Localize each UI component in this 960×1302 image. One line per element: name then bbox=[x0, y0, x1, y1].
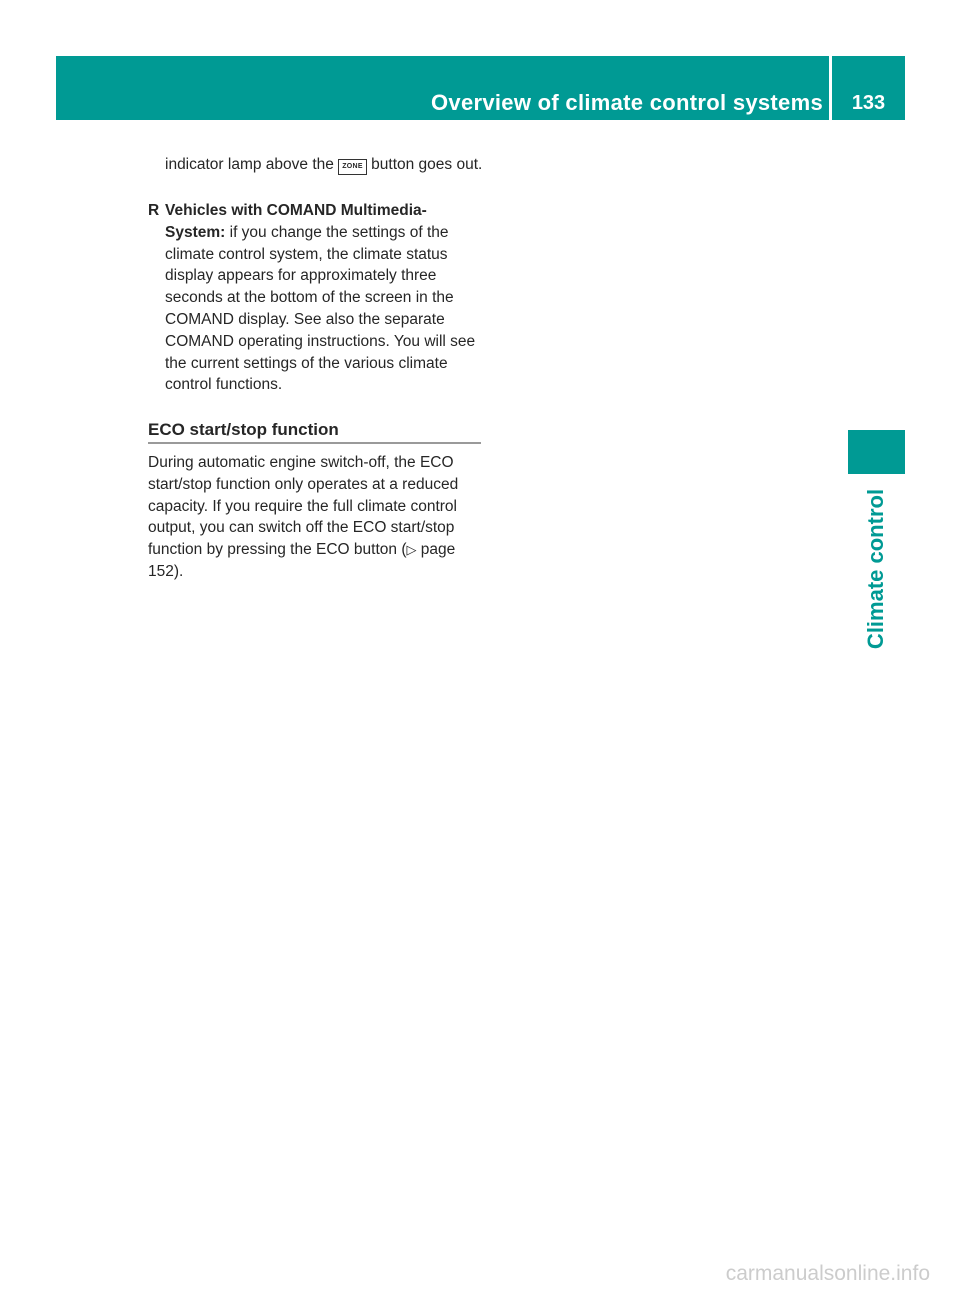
page-reference-arrow-icon: ▷ bbox=[406, 542, 417, 558]
section-paragraph bbox=[148, 452, 483, 583]
side-tab-label bbox=[848, 474, 905, 664]
running-header-title: Overview of climate control systems bbox=[431, 90, 823, 115]
bullet-text: if you change the settings of the climate control system, the climate status display appears for approximately three seconds at the bottom of the screen in the COMAND display. See also the separate COMAND operating instructions. You will see the current settings of the various climate control functions. bbox=[165, 223, 476, 394]
watermark: carmanualsonline.info bbox=[725, 1262, 930, 1285]
section-text-before: During automatic engine switch-off, the ECO start/stop function only operates at a reduced capacity. If you require the full climate control output, you can switch off the ECO start/stop function by pressing the ECO button ( bbox=[148, 454, 459, 559]
bullet-body bbox=[165, 200, 483, 396]
bullet-bold-lead: Vehicles with COMAND Multimedia-System: bbox=[165, 202, 427, 241]
continuation-text-before: indicator lamp above the bbox=[165, 156, 339, 173]
zone-button-icon: ZONE bbox=[338, 159, 367, 175]
side-tab-marker bbox=[848, 430, 905, 474]
section-text-after: page 152). bbox=[148, 541, 456, 580]
continuation-paragraph bbox=[148, 154, 483, 176]
continuation-text-after: button goes out. bbox=[366, 156, 483, 173]
bullet-marker: R bbox=[148, 202, 160, 219]
page-number: 133 bbox=[851, 92, 886, 114]
section-heading: ECO start/stop function bbox=[148, 418, 481, 444]
list-item bbox=[148, 200, 483, 396]
side-tab-label-text: Climate control bbox=[863, 488, 888, 650]
